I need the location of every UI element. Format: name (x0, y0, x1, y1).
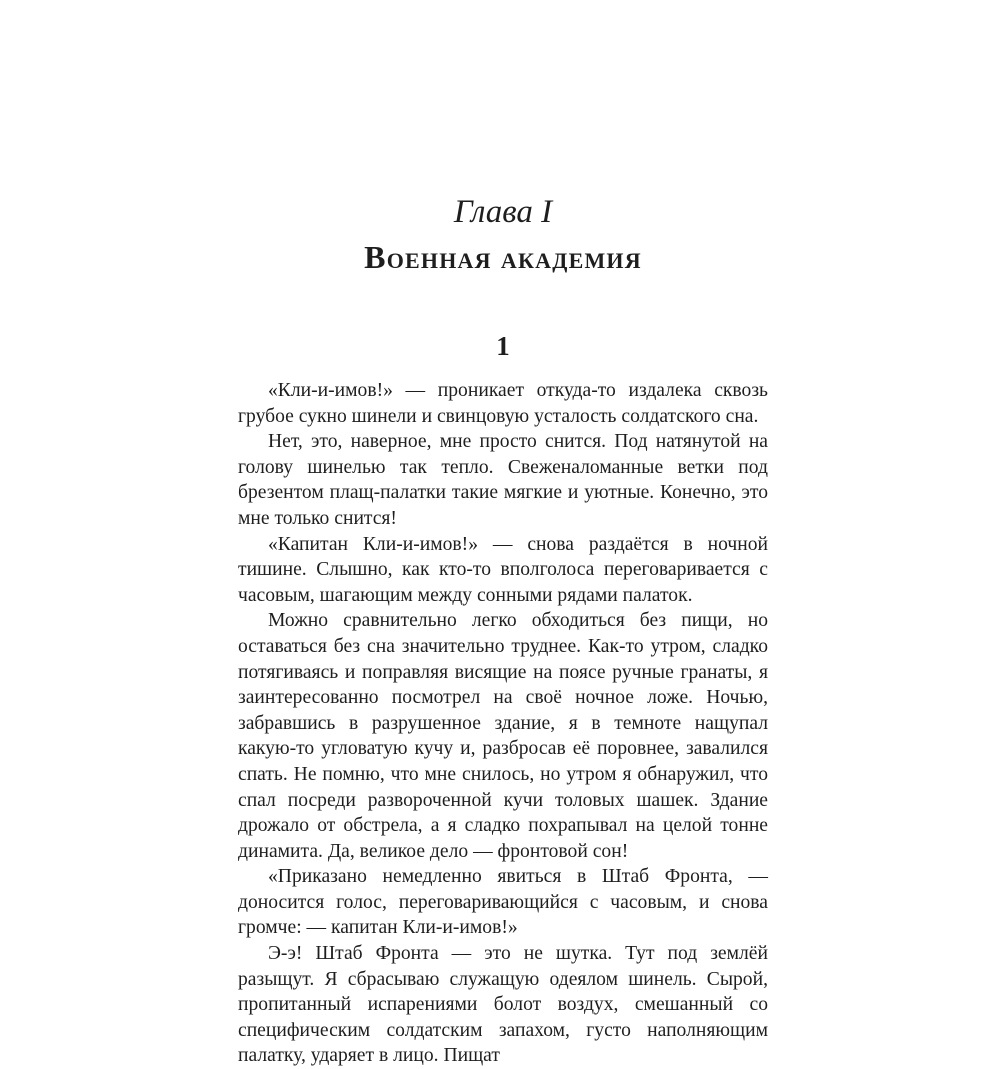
paragraph: Э-э! Штаб Фронта — это не шутка. Тут под землёй разыщут. Я сбрасываю служащую одеялом шинель. Сырой, пропитанный испарениями болот воздух, смешанный со специфическим солдатским запахом, густо наполняющим палатку, ударяет в лицо. Пищат (238, 943, 768, 1067)
book-page (238, 0, 768, 1067)
paragraph: «Кли-и-имов!» — проникает откуда-то издалека сквозь грубое сукно шинели и свинцовую усталость солдатского сна. (238, 380, 768, 427)
section-number: 1 (496, 331, 510, 361)
paragraph: Нет, это, наверное, мне просто снится. Под натянутой на голову шинелью так тепло. Свеженаломанные ветки под брезентом плащ-палатки такие мягкие и уютные. Конечно, это мне только снится! (238, 431, 768, 529)
chapter-title: Военная академия (364, 239, 642, 275)
chapter-label: Глава I (453, 194, 553, 230)
body-text (238, 378, 768, 1069)
paragraph: «Капитан Кли-и-имов!» — снова раздаётся в ночной тишине. Слышно, как кто-то вполголоса переговаривается с часовым, шагающим между сонными рядами палаток. (238, 533, 768, 606)
paragraph: «Приказано немедленно явиться в Штаб Фронта, — доносится голос, переговаривающийся с часовым, и снова громче: — капитан Кли-и-имов!» (238, 866, 768, 939)
paragraph: Можно сравнительно легко обходиться без пищи, но оставаться без сна значительно труднее. Как-то утром, сладко потягиваясь и поправляя висящие на поясе ручные гранаты, я заинтересованно посмотрел на своё ночное ложе. Ночью, забравшись в разрушенное здание, я в темноте нащупал какую-то угловатую кучу и, разбросав её поровнее, завалился спать. Не помню, что мне снилось, но утром я обнаружил, что спал посреди развороченной кучи толовых шашек. Здание дрожало от обстрела, а я сладко похрапывал на целой тонне динамита. Да, великое дело — фронтовой сон! (238, 610, 768, 862)
